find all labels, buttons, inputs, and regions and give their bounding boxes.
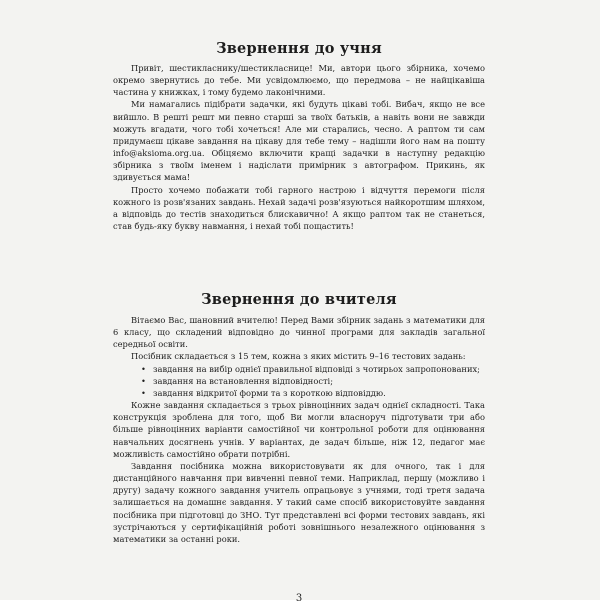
list-item-text: завдання відкритої форми та з короткою відповіддю. xyxy=(153,387,386,398)
bullet-icon: • xyxy=(141,375,146,386)
list-item xyxy=(113,387,485,399)
task-types-list xyxy=(113,363,485,399)
teacher-section-body xyxy=(113,314,485,545)
page-content xyxy=(113,40,485,604)
bullet-icon: • xyxy=(141,363,146,374)
list-item-text: завдання на вибір однієї правильної відповіді з чотирьох запропонованих; xyxy=(153,363,480,374)
bullet-icon: • xyxy=(141,387,146,398)
teacher-section-title: Звернення до вчителя xyxy=(201,291,397,308)
student-section-body xyxy=(113,62,485,232)
list-item-text: завдання на встановлення відповідності; xyxy=(153,375,334,386)
student-section-title: Звернення до учня xyxy=(216,40,382,57)
teacher-intro-paragraph: Вітаємо Вас, шановний вчителю! Перед Вами збірник задань з математики для 6 класу, що складений відповідно до чинної програми для закладів загальної середньої освіти. xyxy=(113,315,485,350)
list-item xyxy=(113,363,485,375)
student-paragraph: Просто хочемо побажати тобі гарного настрою і відчуття перемоги після кожного із розв'язаних завдань. Нехай задачі розв'язуються найкоротшим шляхом, а відповідь до тестів знаходиться блискавично! А якщо раптом так не станеться, став будь-яку букву навмання, і нехай тобі пощастить! xyxy=(113,184,485,232)
page-number: 3 xyxy=(295,593,303,604)
student-paragraph: Ми намагались підібрати задачки, які будуть цікаві тобі. Вибач, якщо не все вийшло. В решті решт ми певно старші за твоїх батьків, а навіть вони не завжди можуть вгадати, чого тобі хочеться! Але ми старались, чесно. А раптом ти сам придумаєш цікаве завдання на цікаву для тебе тему – надішли його нам на пошту info@aksioma.org.ua. Обіцяємо включити кращі задачки в наступну редакцію збірника з твоїм іменем і надіслати примірник з автографом. Прикинь, як здивується мама! xyxy=(113,99,485,183)
list-item xyxy=(113,375,485,387)
student-paragraph: Привіт, шестикласнику/шестикласнице! Ми, автори цього збірника, хочемо окремо звернутись до тебе. Ми усвідомлюємо, що передмова – не найцікавіша частина у книжках, і тому будемо лаконічними. xyxy=(113,63,485,98)
teacher-paragraph: Кожне завдання складається з трьох рівноцінних задач однієї складності. Така конструкція зроблена для того, щоб Ви могли власноруч підготувати три або більше рівноцінних варіанти самостійної чи контрольної роботи для оцінювання навчальних досягнень учнів. У варіантах, де задач більше, ніж 12, педагог має можливість самостійно обрати потрібні. xyxy=(113,400,485,459)
teacher-paragraph: Завдання посібника можна використовувати як для очного, так і для дистанційного навчання при вивченні певної теми. Наприклад, першу (можливо і другу) задачу кожного завдання учитель опрацьовує з учнями, тоді третя задача залишається на домашнє завдання. У такий саме спосіб використовуйте завдання посібника при підготовці до ЗНО. Тут представлені всі форми тестових завдань, які зустрічаються у сертифікаційній роботі зовнішнього незалежного оцінювання з математики за останні роки. xyxy=(113,460,485,544)
teacher-list-intro: Посібник складається з 15 тем, кожна з яких містить 9–16 тестових задань: xyxy=(131,351,466,362)
